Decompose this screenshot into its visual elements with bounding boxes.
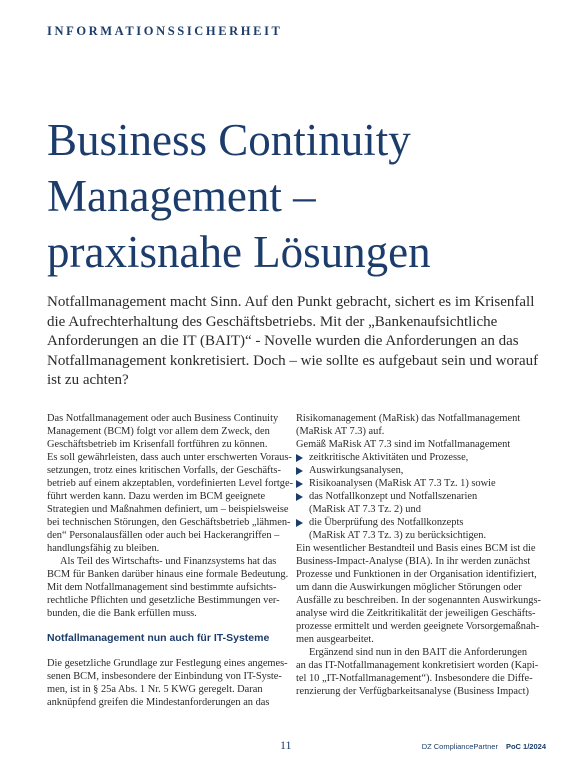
- list-item-continuation: (MaRisk AT 7.3 Tz. 2) und: [309, 504, 421, 515]
- text-line: Gemäß MaRisk AT 7.3 sind im Notfallmanagement: [296, 439, 511, 450]
- text-line: handlungsfähig zu bleiben.: [47, 543, 160, 554]
- triangle-bullet-icon: [296, 454, 303, 462]
- text-line: führt werden kann. Dazu werden im BCM geeignete: [47, 491, 266, 502]
- text-line: Mit dem Notfallmanagement sind bestimmte aufsichts-: [47, 582, 277, 593]
- list-item: [296, 477, 546, 490]
- text-line: Das Notfallmanagement oder auch Business Continuity: [47, 413, 279, 424]
- text-line: Es soll gewährleisten, dass auch unter erschwerten Voraus-: [47, 452, 292, 463]
- list-item: [296, 464, 546, 477]
- left-column: [47, 412, 294, 709]
- text-line: setzungen, trotz eines kritischen Vorfalls, der Geschäfts-: [47, 465, 281, 476]
- text-line: Geschäftsbetrieb im Krisenfall fortführen zu können.: [47, 439, 268, 450]
- lead-paragraph: [47, 293, 547, 391]
- text-line: rechtliche Pflichten und gesetzliche Bestimmungen ver-: [47, 595, 280, 606]
- section-kicker: INFORMATIONSSICHERHEIT: [47, 24, 283, 38]
- list-item: [296, 490, 546, 503]
- text-line: Prozesse und Funktionen in der Organisation identifiziert,: [296, 569, 537, 580]
- text-line: men ausgearbeitet.: [296, 634, 374, 645]
- footer-publication: [422, 742, 546, 751]
- list-item-text: die Überprüfung des Notfallkonzepts: [309, 517, 464, 528]
- page-number: 11: [280, 738, 292, 752]
- list-item-text: Auswirkungsanalysen,: [309, 465, 404, 476]
- list-item: [296, 516, 546, 529]
- text-line: Management (BCM) folgt vor allem dem Zweck, den: [47, 426, 270, 437]
- right-column: [296, 412, 546, 698]
- article-title: [47, 112, 547, 280]
- list-item-text: das Notfallkonzept und Notfallszenarien: [309, 491, 478, 502]
- text-line: BCM für Banken darüber hinaus eine formale Bedeutung.: [47, 569, 289, 580]
- text-line: bunden, die die Bank erfüllen muss.: [47, 608, 197, 619]
- body-paragraph: [47, 555, 289, 620]
- text-line: Die gesetzliche Grundlage zur Festlegung eines angemes-: [47, 658, 288, 669]
- text-line: renzierung der Verfügbarkeitsanalyse (Business Impact): [296, 686, 529, 697]
- text-line: men, ist in § 25a Abs. 1 Nr. 5 KWG geregelt. Daran: [47, 684, 263, 695]
- lead-line: die Aufrechterhaltung des Geschäftsbetriebs. Mit der „Bankenaufsichtliche: [47, 313, 498, 330]
- body-paragraph: [296, 646, 546, 698]
- text-line: anknüpfend greifen die Mindestanforderungen an das: [47, 697, 270, 708]
- title-line: Management –: [47, 171, 316, 221]
- body-paragraph: [296, 412, 546, 451]
- text-line: Als Teil des Wirtschafts- und Finanzsystems hat das: [60, 556, 277, 567]
- text-line: senen BCM, insbesondere der Einbindung von IT-Syste-: [47, 671, 282, 682]
- title-line: praxisnahe Lösungen: [47, 227, 431, 277]
- body-paragraph: [47, 657, 288, 709]
- text-line: analyse wird die Zeitkritikalität der jeweiligen Geschäfts-: [296, 608, 536, 619]
- text-line: den“ Personalausfällen oder auch bei Hackerangriffen –: [47, 530, 280, 541]
- list-item-text: zeitkritische Aktivitäten und Prozesse,: [309, 452, 469, 463]
- text-line: Ausfälle zu beschreiben. In der sogenannten Auswirkungs-: [296, 595, 541, 606]
- text-line: Ein wesentlicher Bestandteil und Basis eines BCM ist die: [296, 543, 536, 554]
- issue-label: PoC 1/2024: [505, 742, 546, 751]
- text-line: Ergänzend sind nun in den BAIT die Anforderungen: [309, 647, 528, 658]
- triangle-bullet-icon: [296, 467, 303, 475]
- lead-line: ist zu achten?: [47, 372, 129, 388]
- section-subheading: Notfallmanagement nun auch für IT-Systeme: [47, 632, 270, 644]
- text-line: (MaRisk AT 7.3) auf.: [296, 426, 385, 437]
- lead-line: Notfallmanagement macht Sinn. Auf den Punkt gebracht, sichert es im Krisenfall: [47, 294, 535, 310]
- text-line: prozesse ermittelt und werden geeignete Vorsorgemaßnah-: [296, 621, 540, 632]
- triangle-bullet-icon: [296, 519, 303, 527]
- body-paragraph: [296, 542, 546, 646]
- title-line: Business Continuity: [47, 115, 411, 165]
- lead-line: Notfallmanagement konkretisiert. Doch – wie sollte es aufgebaut sein und worauf: [47, 352, 539, 369]
- list-item-continuation: (MaRisk AT 7.3 Tz. 3) zu berücksichtigen.: [309, 530, 487, 541]
- triangle-bullet-icon: [296, 480, 303, 488]
- text-line: betrieb auf einem akzeptablen, vordefinierten Level fortge-: [47, 478, 294, 489]
- publisher-name: DZ CompliancePartner: [421, 742, 498, 751]
- text-line: an das IT-Notfallmanagement konkretisiert worden (Kapi-: [296, 660, 539, 671]
- text-line: bei technischen Störungen, den Geschäftsbetrieb „lähmen-: [47, 517, 291, 528]
- lead-line: Anforderungen an die IT (BAIT)“ - Novelle wurden die Anforderungen an das: [47, 333, 519, 349]
- list-item: [296, 451, 546, 464]
- text-line: Risikomanagement (MaRisk) das Notfallmanagement: [296, 413, 521, 424]
- text-line: um dann die Auswirkungen möglicher Störungen oder: [296, 582, 522, 593]
- text-line: tel 10 „IT-Notfallmanagement“). Insbesondere die Diffe-: [296, 673, 533, 684]
- text-line: Strategien und Maßnahmen definiert, um – beispielsweise: [47, 504, 289, 515]
- list-item-text: Risikoanalysen (MaRisk AT 7.3 Tz. 1) sowie: [309, 478, 496, 489]
- bullet-list: [296, 451, 546, 542]
- body-paragraph: [47, 412, 294, 555]
- triangle-bullet-icon: [296, 493, 303, 501]
- text-line: Business-Impact-Analyse (BIA). In ihr werden zunächst: [296, 556, 531, 567]
